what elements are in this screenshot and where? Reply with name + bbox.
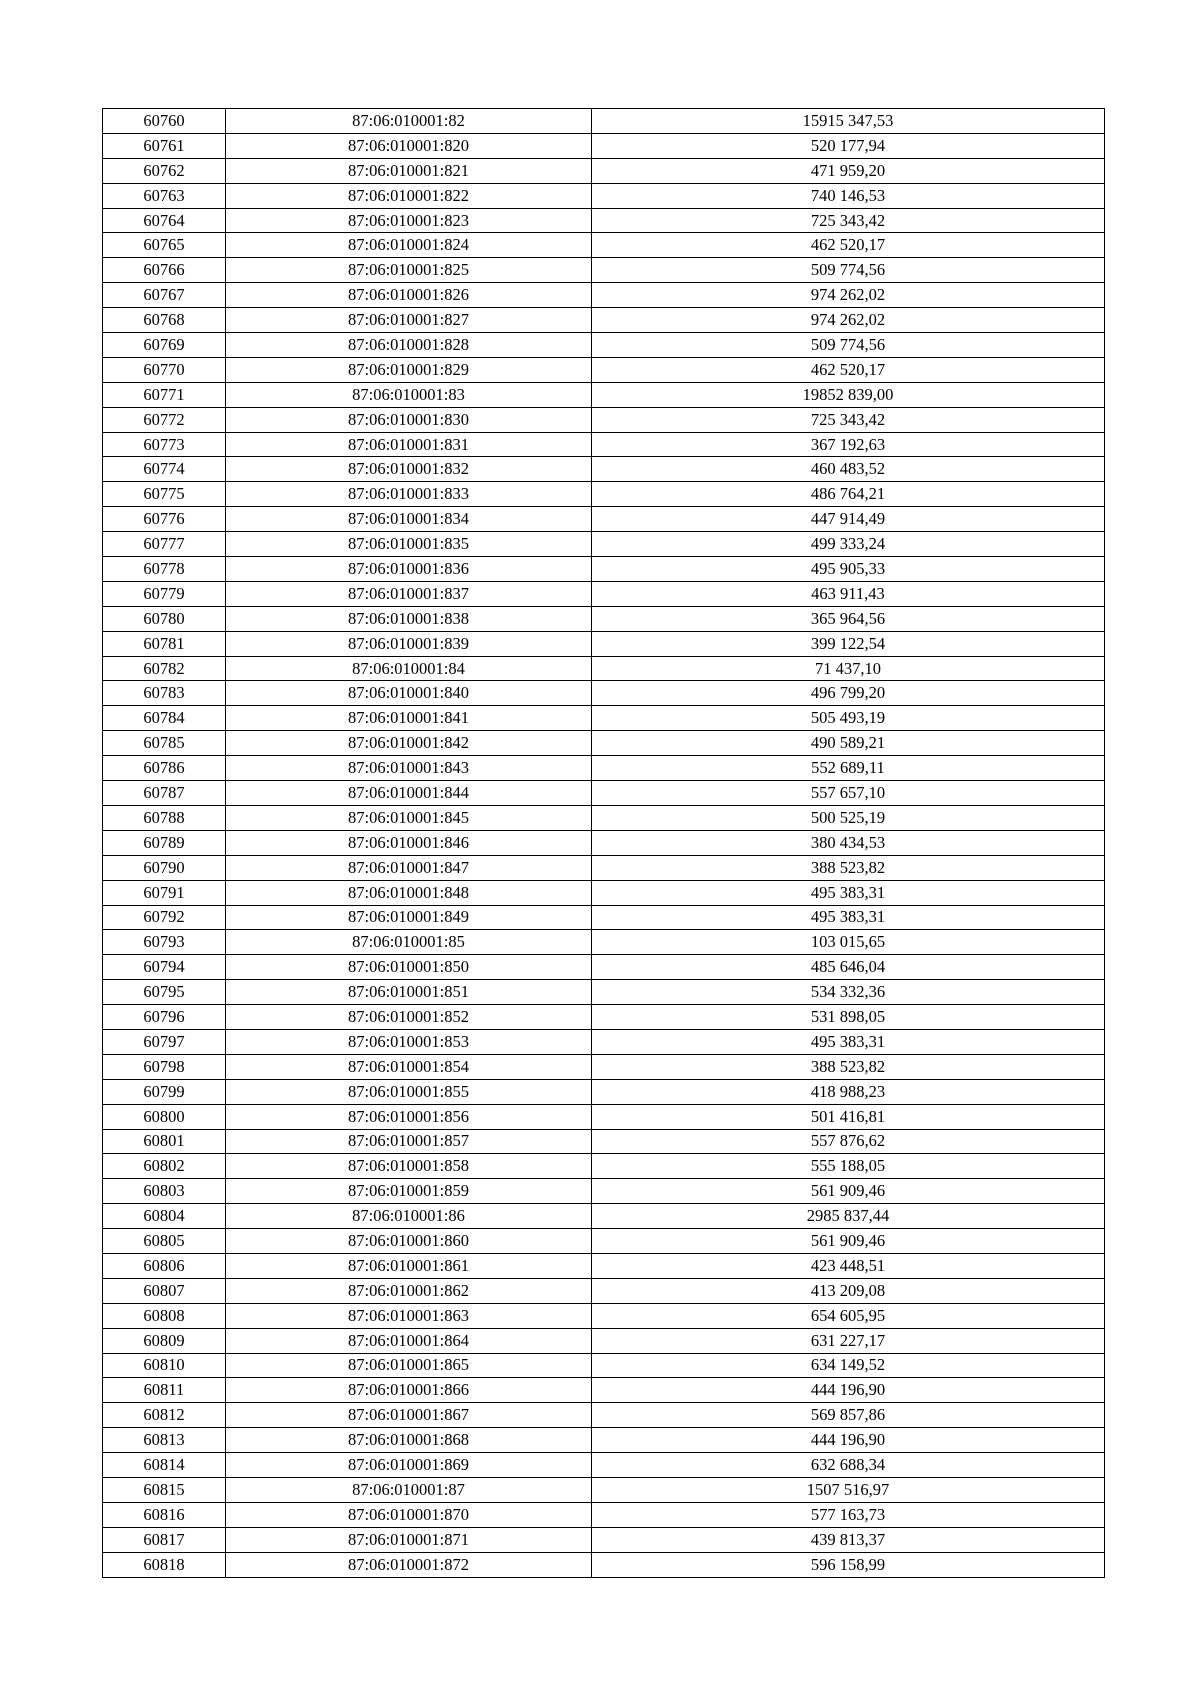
cadastral-number-cell: 87:06:010001:832	[226, 457, 592, 482]
table-row	[103, 258, 1105, 283]
row-number-cell: 60813	[103, 1428, 226, 1453]
row-number-cell: 60766	[103, 258, 226, 283]
row-number-cell: 60765	[103, 233, 226, 258]
row-number-cell: 60773	[103, 432, 226, 457]
row-number-cell: 60790	[103, 855, 226, 880]
table-row	[103, 208, 1105, 233]
cadastral-value-cell: 725 343,42	[592, 208, 1105, 233]
table-row	[103, 158, 1105, 183]
table-row	[103, 681, 1105, 706]
cadastral-value-cell: 974 262,02	[592, 308, 1105, 333]
table-row	[103, 581, 1105, 606]
cadastral-number-cell: 87:06:010001:86	[226, 1204, 592, 1229]
cadastral-value-cell: 418 988,23	[592, 1079, 1105, 1104]
table-row	[103, 1303, 1105, 1328]
table-row	[103, 1527, 1105, 1552]
row-number-cell: 60800	[103, 1104, 226, 1129]
cadastral-value-cell: 462 520,17	[592, 357, 1105, 382]
cadastral-value-cell: 447 914,49	[592, 507, 1105, 532]
cadastral-value-cell: 740 146,53	[592, 183, 1105, 208]
cadastral-number-cell: 87:06:010001:829	[226, 357, 592, 382]
cadastral-number-cell: 87:06:010001:843	[226, 756, 592, 781]
cadastral-number-cell: 87:06:010001:852	[226, 1005, 592, 1030]
row-number-cell: 60761	[103, 133, 226, 158]
cadastral-value-cell: 634 149,52	[592, 1353, 1105, 1378]
table-row	[103, 855, 1105, 880]
cadastral-value-cell: 399 122,54	[592, 631, 1105, 656]
cadastral-number-cell: 87:06:010001:824	[226, 233, 592, 258]
table-row	[103, 706, 1105, 731]
row-number-cell: 60788	[103, 805, 226, 830]
cadastral-number-cell: 87:06:010001:850	[226, 955, 592, 980]
row-number-cell: 60814	[103, 1453, 226, 1478]
table-row	[103, 731, 1105, 756]
row-number-cell: 60802	[103, 1154, 226, 1179]
cadastral-value-cell: 552 689,11	[592, 756, 1105, 781]
cadastral-value-cell: 388 523,82	[592, 855, 1105, 880]
table-row	[103, 1079, 1105, 1104]
row-number-cell: 60784	[103, 706, 226, 731]
cadastral-value-cell: 495 383,31	[592, 1029, 1105, 1054]
row-number-cell: 60762	[103, 158, 226, 183]
cadastral-value-cell: 974 262,02	[592, 283, 1105, 308]
row-number-cell: 60778	[103, 557, 226, 582]
table-row	[103, 1129, 1105, 1154]
row-number-cell: 60818	[103, 1552, 226, 1577]
table-row	[103, 1552, 1105, 1577]
cadastral-number-cell: 87:06:010001:827	[226, 308, 592, 333]
table-row	[103, 1477, 1105, 1502]
table-row	[103, 1054, 1105, 1079]
table-row	[103, 930, 1105, 955]
table-row	[103, 1253, 1105, 1278]
table-row	[103, 656, 1105, 681]
row-number-cell: 60779	[103, 581, 226, 606]
cadastral-number-cell: 87:06:010001:859	[226, 1179, 592, 1204]
table-row	[103, 756, 1105, 781]
cadastral-number-cell: 87:06:010001:837	[226, 581, 592, 606]
row-number-cell: 60798	[103, 1054, 226, 1079]
cadastral-value-cell: 509 774,56	[592, 258, 1105, 283]
cadastral-value-cell: 439 813,37	[592, 1527, 1105, 1552]
row-number-cell: 60780	[103, 606, 226, 631]
cadastral-value-cell: 631 227,17	[592, 1328, 1105, 1353]
cadastral-number-cell: 87:06:010001:838	[226, 606, 592, 631]
cadastral-value-cell: 501 416,81	[592, 1104, 1105, 1129]
table-row	[103, 308, 1105, 333]
table-row	[103, 283, 1105, 308]
cadastral-value-cell: 19852 839,00	[592, 382, 1105, 407]
row-number-cell: 60777	[103, 532, 226, 557]
table-row	[103, 1104, 1105, 1129]
cadastral-value-cell: 499 333,24	[592, 532, 1105, 557]
cadastral-value-cell: 632 688,34	[592, 1453, 1105, 1478]
cadastral-number-cell: 87:06:010001:823	[226, 208, 592, 233]
row-number-cell: 60801	[103, 1129, 226, 1154]
row-number-cell: 60816	[103, 1502, 226, 1527]
cadastral-value-cell: 486 764,21	[592, 482, 1105, 507]
cadastral-value-cell: 1507 516,97	[592, 1477, 1105, 1502]
row-number-cell: 60817	[103, 1527, 226, 1552]
cadastral-value-cell: 596 158,99	[592, 1552, 1105, 1577]
table-row	[103, 133, 1105, 158]
table-row	[103, 532, 1105, 557]
row-number-cell: 60793	[103, 930, 226, 955]
cadastral-value-cell: 15915 347,53	[592, 109, 1105, 134]
cadastral-number-cell: 87:06:010001:821	[226, 158, 592, 183]
cadastral-number-cell: 87:06:010001:860	[226, 1229, 592, 1254]
table-row	[103, 606, 1105, 631]
row-number-cell: 60772	[103, 407, 226, 432]
row-number-cell: 60804	[103, 1204, 226, 1229]
row-number-cell: 60775	[103, 482, 226, 507]
cadastral-number-cell: 87:06:010001:864	[226, 1328, 592, 1353]
row-number-cell: 60805	[103, 1229, 226, 1254]
cadastral-value-cell: 103 015,65	[592, 930, 1105, 955]
row-number-cell: 60794	[103, 955, 226, 980]
row-number-cell: 60764	[103, 208, 226, 233]
cadastral-number-cell: 87:06:010001:869	[226, 1453, 592, 1478]
table-row	[103, 805, 1105, 830]
row-number-cell: 60810	[103, 1353, 226, 1378]
cadastral-number-cell: 87:06:010001:842	[226, 731, 592, 756]
row-number-cell: 60787	[103, 781, 226, 806]
cadastral-number-cell: 87:06:010001:856	[226, 1104, 592, 1129]
cadastral-value-cell: 380 434,53	[592, 830, 1105, 855]
cadastral-value-cell: 413 209,08	[592, 1278, 1105, 1303]
cadastral-value-cell: 509 774,56	[592, 333, 1105, 358]
table-row	[103, 1353, 1105, 1378]
cadastral-value-cell: 725 343,42	[592, 407, 1105, 432]
cadastral-value-table	[102, 108, 1105, 1578]
table-row	[103, 1204, 1105, 1229]
row-number-cell: 60781	[103, 631, 226, 656]
row-number-cell: 60783	[103, 681, 226, 706]
cadastral-value-cell: 500 525,19	[592, 805, 1105, 830]
cadastral-number-cell: 87:06:010001:866	[226, 1378, 592, 1403]
table-row	[103, 1453, 1105, 1478]
row-number-cell: 60799	[103, 1079, 226, 1104]
cadastral-value-cell: 365 964,56	[592, 606, 1105, 631]
row-number-cell: 60809	[103, 1328, 226, 1353]
cadastral-number-cell: 87:06:010001:851	[226, 980, 592, 1005]
cadastral-number-cell: 87:06:010001:853	[226, 1029, 592, 1054]
cadastral-value-cell: 495 905,33	[592, 557, 1105, 582]
row-number-cell: 60774	[103, 457, 226, 482]
table-row	[103, 382, 1105, 407]
row-number-cell: 60782	[103, 656, 226, 681]
cadastral-number-cell: 87:06:010001:857	[226, 1129, 592, 1154]
table-row	[103, 482, 1105, 507]
row-number-cell: 60811	[103, 1378, 226, 1403]
cadastral-number-cell: 87:06:010001:862	[226, 1278, 592, 1303]
row-number-cell: 60808	[103, 1303, 226, 1328]
cadastral-number-cell: 87:06:010001:836	[226, 557, 592, 582]
cadastral-number-cell: 87:06:010001:83	[226, 382, 592, 407]
cadastral-value-cell: 485 646,04	[592, 955, 1105, 980]
cadastral-number-cell: 87:06:010001:846	[226, 830, 592, 855]
cadastral-number-cell: 87:06:010001:848	[226, 880, 592, 905]
cadastral-number-cell: 87:06:010001:855	[226, 1079, 592, 1104]
row-number-cell: 60789	[103, 830, 226, 855]
cadastral-number-cell: 87:06:010001:861	[226, 1253, 592, 1278]
cadastral-number-cell: 87:06:010001:840	[226, 681, 592, 706]
table-row	[103, 407, 1105, 432]
table-row	[103, 1378, 1105, 1403]
cadastral-number-cell: 87:06:010001:826	[226, 283, 592, 308]
cadastral-value-cell: 444 196,90	[592, 1428, 1105, 1453]
table-row	[103, 955, 1105, 980]
table-row	[103, 980, 1105, 1005]
table-row	[103, 432, 1105, 457]
cadastral-value-cell: 654 605,95	[592, 1303, 1105, 1328]
cadastral-number-cell: 87:06:010001:833	[226, 482, 592, 507]
cadastral-number-cell: 87:06:010001:834	[226, 507, 592, 532]
table-row	[103, 631, 1105, 656]
table-row	[103, 457, 1105, 482]
cadastral-value-cell: 460 483,52	[592, 457, 1105, 482]
table-row	[103, 507, 1105, 532]
cadastral-number-cell: 87:06:010001:849	[226, 905, 592, 930]
cadastral-number-cell: 87:06:010001:85	[226, 930, 592, 955]
cadastral-value-cell: 463 911,43	[592, 581, 1105, 606]
cadastral-number-cell: 87:06:010001:863	[226, 1303, 592, 1328]
cadastral-value-cell: 557 657,10	[592, 781, 1105, 806]
cadastral-value-cell: 505 493,19	[592, 706, 1105, 731]
table-row	[103, 1029, 1105, 1054]
cadastral-number-cell: 87:06:010001:871	[226, 1527, 592, 1552]
table-row	[103, 233, 1105, 258]
cadastral-number-cell: 87:06:010001:839	[226, 631, 592, 656]
row-number-cell: 60760	[103, 109, 226, 134]
row-number-cell: 60786	[103, 756, 226, 781]
cadastral-value-cell: 531 898,05	[592, 1005, 1105, 1030]
row-number-cell: 60807	[103, 1278, 226, 1303]
table-row	[103, 1403, 1105, 1428]
row-number-cell: 60796	[103, 1005, 226, 1030]
row-number-cell: 60763	[103, 183, 226, 208]
cadastral-number-cell: 87:06:010001:845	[226, 805, 592, 830]
row-number-cell: 60776	[103, 507, 226, 532]
cadastral-value-cell: 557 876,62	[592, 1129, 1105, 1154]
cadastral-value-cell: 367 192,63	[592, 432, 1105, 457]
table-row	[103, 557, 1105, 582]
table-row	[103, 1428, 1105, 1453]
cadastral-value-cell: 496 799,20	[592, 681, 1105, 706]
row-number-cell: 60803	[103, 1179, 226, 1204]
cadastral-value-cell: 495 383,31	[592, 905, 1105, 930]
cadastral-number-cell: 87:06:010001:84	[226, 656, 592, 681]
cadastral-number-cell: 87:06:010001:82	[226, 109, 592, 134]
row-number-cell: 60791	[103, 880, 226, 905]
cadastral-value-cell: 388 523,82	[592, 1054, 1105, 1079]
row-number-cell: 60795	[103, 980, 226, 1005]
row-number-cell: 60812	[103, 1403, 226, 1428]
cadastral-number-cell: 87:06:010001:825	[226, 258, 592, 283]
table-row	[103, 1005, 1105, 1030]
table-row	[103, 1278, 1105, 1303]
cadastral-value-cell: 462 520,17	[592, 233, 1105, 258]
cadastral-number-cell: 87:06:010001:87	[226, 1477, 592, 1502]
table-row	[103, 333, 1105, 358]
cadastral-number-cell: 87:06:010001:830	[226, 407, 592, 432]
row-number-cell: 60797	[103, 1029, 226, 1054]
cadastral-value-cell: 471 959,20	[592, 158, 1105, 183]
cadastral-number-cell: 87:06:010001:841	[226, 706, 592, 731]
row-number-cell: 60768	[103, 308, 226, 333]
cadastral-value-cell: 577 163,73	[592, 1502, 1105, 1527]
cadastral-number-cell: 87:06:010001:858	[226, 1154, 592, 1179]
table-row	[103, 357, 1105, 382]
cadastral-number-cell: 87:06:010001:870	[226, 1502, 592, 1527]
cadastral-number-cell: 87:06:010001:828	[226, 333, 592, 358]
cadastral-value-cell: 561 909,46	[592, 1229, 1105, 1254]
table-row	[103, 905, 1105, 930]
cadastral-number-cell: 87:06:010001:865	[226, 1353, 592, 1378]
table-row	[103, 781, 1105, 806]
table-row	[103, 183, 1105, 208]
cadastral-number-cell: 87:06:010001:822	[226, 183, 592, 208]
cadastral-value-cell: 561 909,46	[592, 1179, 1105, 1204]
cadastral-value-cell: 569 857,86	[592, 1403, 1105, 1428]
table-row	[103, 1154, 1105, 1179]
row-number-cell: 60806	[103, 1253, 226, 1278]
row-number-cell: 60771	[103, 382, 226, 407]
cadastral-number-cell: 87:06:010001:847	[226, 855, 592, 880]
row-number-cell: 60792	[103, 905, 226, 930]
cadastral-number-cell: 87:06:010001:844	[226, 781, 592, 806]
cadastral-number-cell: 87:06:010001:872	[226, 1552, 592, 1577]
row-number-cell: 60815	[103, 1477, 226, 1502]
cadastral-number-cell: 87:06:010001:831	[226, 432, 592, 457]
cadastral-value-cell: 444 196,90	[592, 1378, 1105, 1403]
cadastral-number-cell: 87:06:010001:854	[226, 1054, 592, 1079]
table-row	[103, 1328, 1105, 1353]
table-row	[103, 1229, 1105, 1254]
row-number-cell: 60767	[103, 283, 226, 308]
table-row	[103, 830, 1105, 855]
cadastral-number-cell: 87:06:010001:868	[226, 1428, 592, 1453]
cadastral-value-cell: 490 589,21	[592, 731, 1105, 756]
table-row	[103, 1502, 1105, 1527]
table-row	[103, 880, 1105, 905]
cadastral-value-cell: 520 177,94	[592, 133, 1105, 158]
cadastral-number-cell: 87:06:010001:867	[226, 1403, 592, 1428]
cadastral-value-cell: 423 448,51	[592, 1253, 1105, 1278]
cadastral-value-cell: 495 383,31	[592, 880, 1105, 905]
row-number-cell: 60785	[103, 731, 226, 756]
table-row	[103, 1179, 1105, 1204]
cadastral-value-cell: 2985 837,44	[592, 1204, 1105, 1229]
cadastral-value-cell: 555 188,05	[592, 1154, 1105, 1179]
cadastral-value-cell: 534 332,36	[592, 980, 1105, 1005]
row-number-cell: 60770	[103, 357, 226, 382]
row-number-cell: 60769	[103, 333, 226, 358]
table-row	[103, 109, 1105, 134]
cadastral-number-cell: 87:06:010001:835	[226, 532, 592, 557]
cadastral-value-cell: 71 437,10	[592, 656, 1105, 681]
table-body	[103, 109, 1105, 1578]
cadastral-number-cell: 87:06:010001:820	[226, 133, 592, 158]
